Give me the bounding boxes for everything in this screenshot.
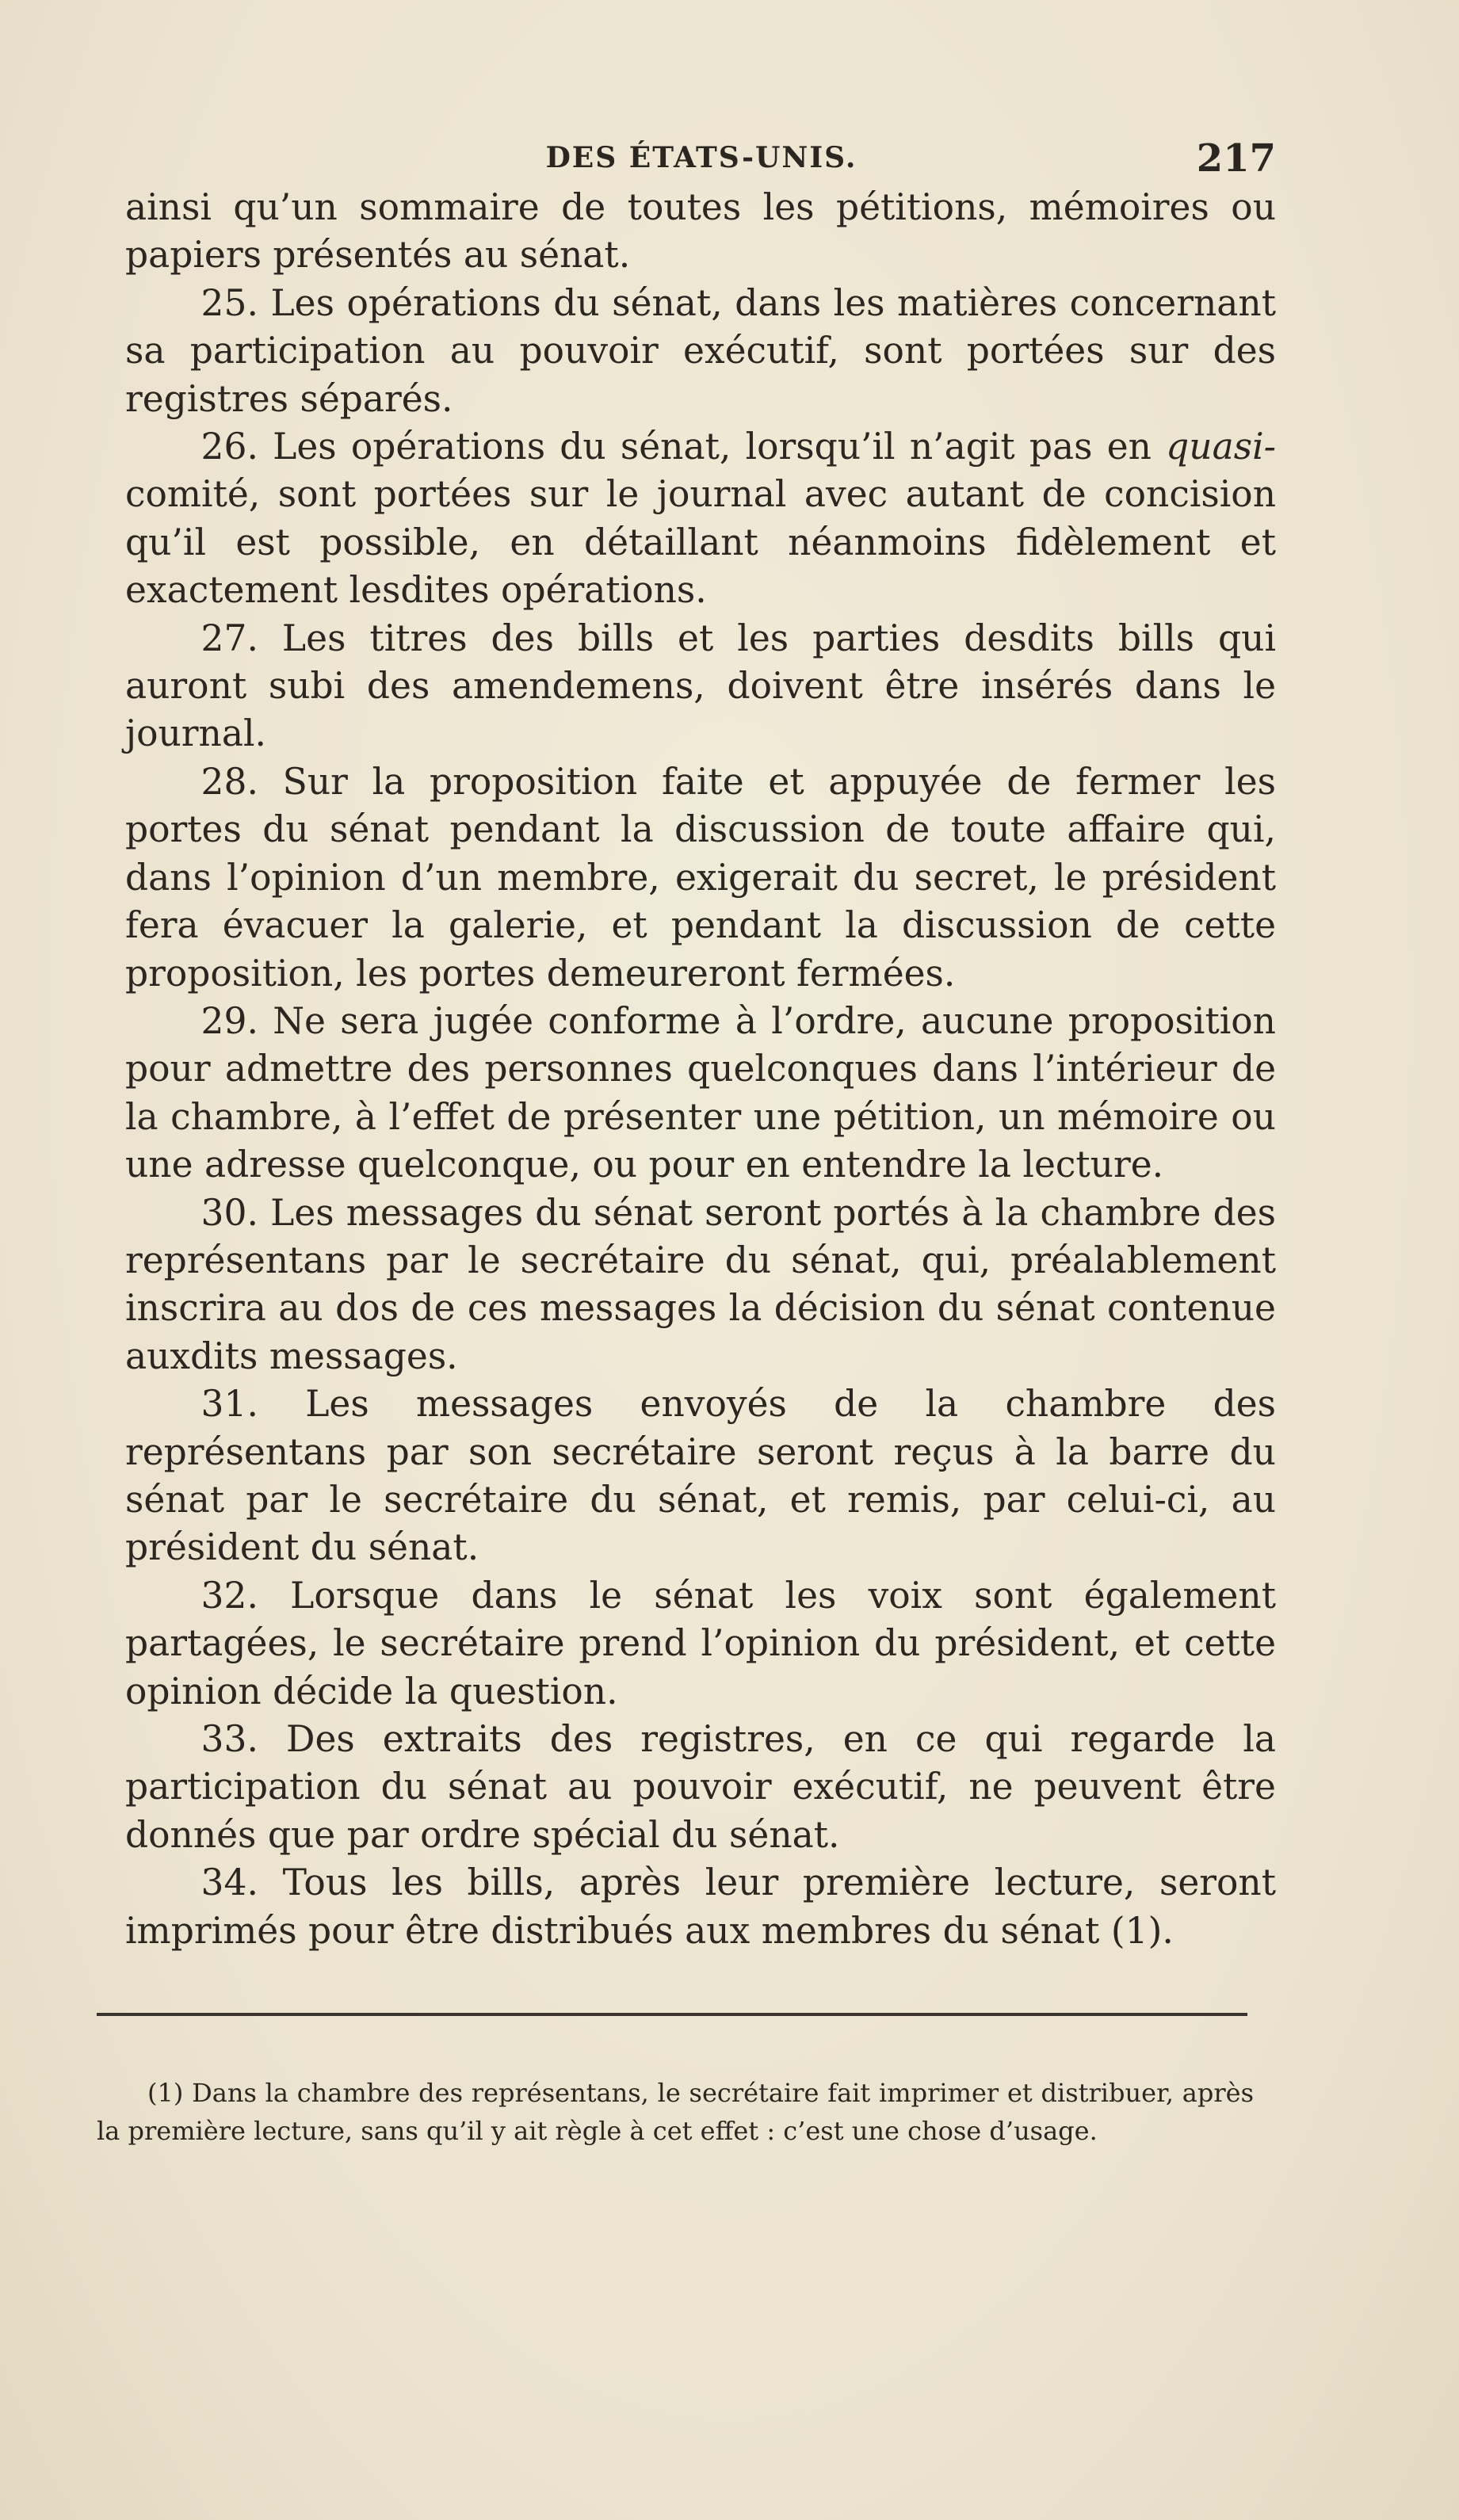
article-number: 30. <box>201 1191 258 1234</box>
article-text: Les titres des bills et les parties desdits bills qui auront subi des amendemens, doivent être insérés dans le journal. <box>125 617 1277 755</box>
article-text: Ne sera jugée conforme à l’ordre, aucune proposition pour admettre des personnes quelconques dans l’intérieur de la chambre, à l’effet de présenter une pétition, un mémoire ou une adresse quelconque, ou pour en entendre la lecture. <box>125 999 1276 1186</box>
article-26 <box>125 423 1276 615</box>
article-number: 29. <box>201 999 258 1042</box>
article-32 <box>125 1572 1276 1716</box>
article-29 <box>125 998 1276 1189</box>
footnote-divider <box>97 2013 1247 2016</box>
article-text: Les opérations du sénat, dans les matières concernant sa participation au pouvoir exécutif, sont portées sur des registres séparés. <box>125 281 1276 420</box>
article-31 <box>125 1380 1276 1572</box>
article-text: Les messages envoyés de la chambre des représentans par son secrétaire seront reçus à la barre du sénat par le secrétaire du sénat, et remis, par celui-ci, au président du sénat. <box>125 1383 1276 1569</box>
footnote <box>97 2074 1254 2150</box>
article-number: 28. <box>201 760 258 803</box>
article-number: 25. <box>201 281 258 324</box>
article-text: Tous les bills, après leur première lecture, seront imprimés pour être distribués aux membres du sénat (1). <box>125 1861 1276 1952</box>
article-33 <box>125 1716 1276 1859</box>
article-28 <box>125 758 1276 998</box>
italic-term: quasi- <box>1166 426 1276 468</box>
article-30 <box>125 1189 1276 1381</box>
article-text: Lorsque dans le sénat les voix sont également partagées, le secrétaire prend l’opinion du président, et cette opinion décide la question. <box>125 1574 1276 1712</box>
footnote-text: Dans la chambre des représentans, le secrétaire fait imprimer et distribuer, après la première lecture, sans qu’il y ait règle à cet effet : c’est une chose d’usage. <box>97 2078 1255 2146</box>
page-number: 217 <box>1196 136 1276 181</box>
article-number: 31. <box>201 1383 258 1426</box>
article-25 <box>125 280 1276 423</box>
main-text <box>125 184 1276 1955</box>
article-number: 26. <box>201 426 258 468</box>
footnote-marker: (1) <box>147 2078 184 2108</box>
article-text: Des extraits des registres, en ce qui regarde la participation du sénat au pouvoir exécutif, ne peuvent être donnés que par ordre spécial du sénat. <box>125 1718 1276 1856</box>
running-head <box>127 136 1276 184</box>
article-34 <box>125 1859 1276 1955</box>
article-text: Les opérations du sénat, lorsqu’il n’agit pas en <box>273 426 1167 468</box>
article-27 <box>125 615 1276 758</box>
article-number: 34. <box>201 1861 258 1904</box>
article-text-continued: comité, sont portées sur le journal avec autant de concision qu’il est possible, en détaillant néanmoins fidèlement et exactement lesdites opérations. <box>125 473 1276 612</box>
continuation-paragraph: ainsi qu’un sommaire de toutes les pétitions, mémoires ou papiers présentés au sénat. <box>125 186 1276 277</box>
article-number: 32. <box>201 1574 258 1617</box>
article-text: Les messages du sénat seront portés à la chambre des représentans par le secrétaire du sénat, qui, préalablement inscrira au dos de ces messages la décision du sénat contenue auxdits messages. <box>125 1191 1276 1377</box>
article-number: 33. <box>201 1718 258 1760</box>
article-number: 27. <box>201 617 258 659</box>
article-text: Sur la proposition faite et appuyée de fermer les portes du sénat pendant la discussion de toute affaire qui, dans l’opinion d’un membre, exigerait du secret, le président fera évacuer la galerie, et pendant la discussion de cette proposition, les portes demeureront fermées. <box>125 760 1276 995</box>
running-title: DES ÉTATS-UNIS. <box>545 141 857 174</box>
